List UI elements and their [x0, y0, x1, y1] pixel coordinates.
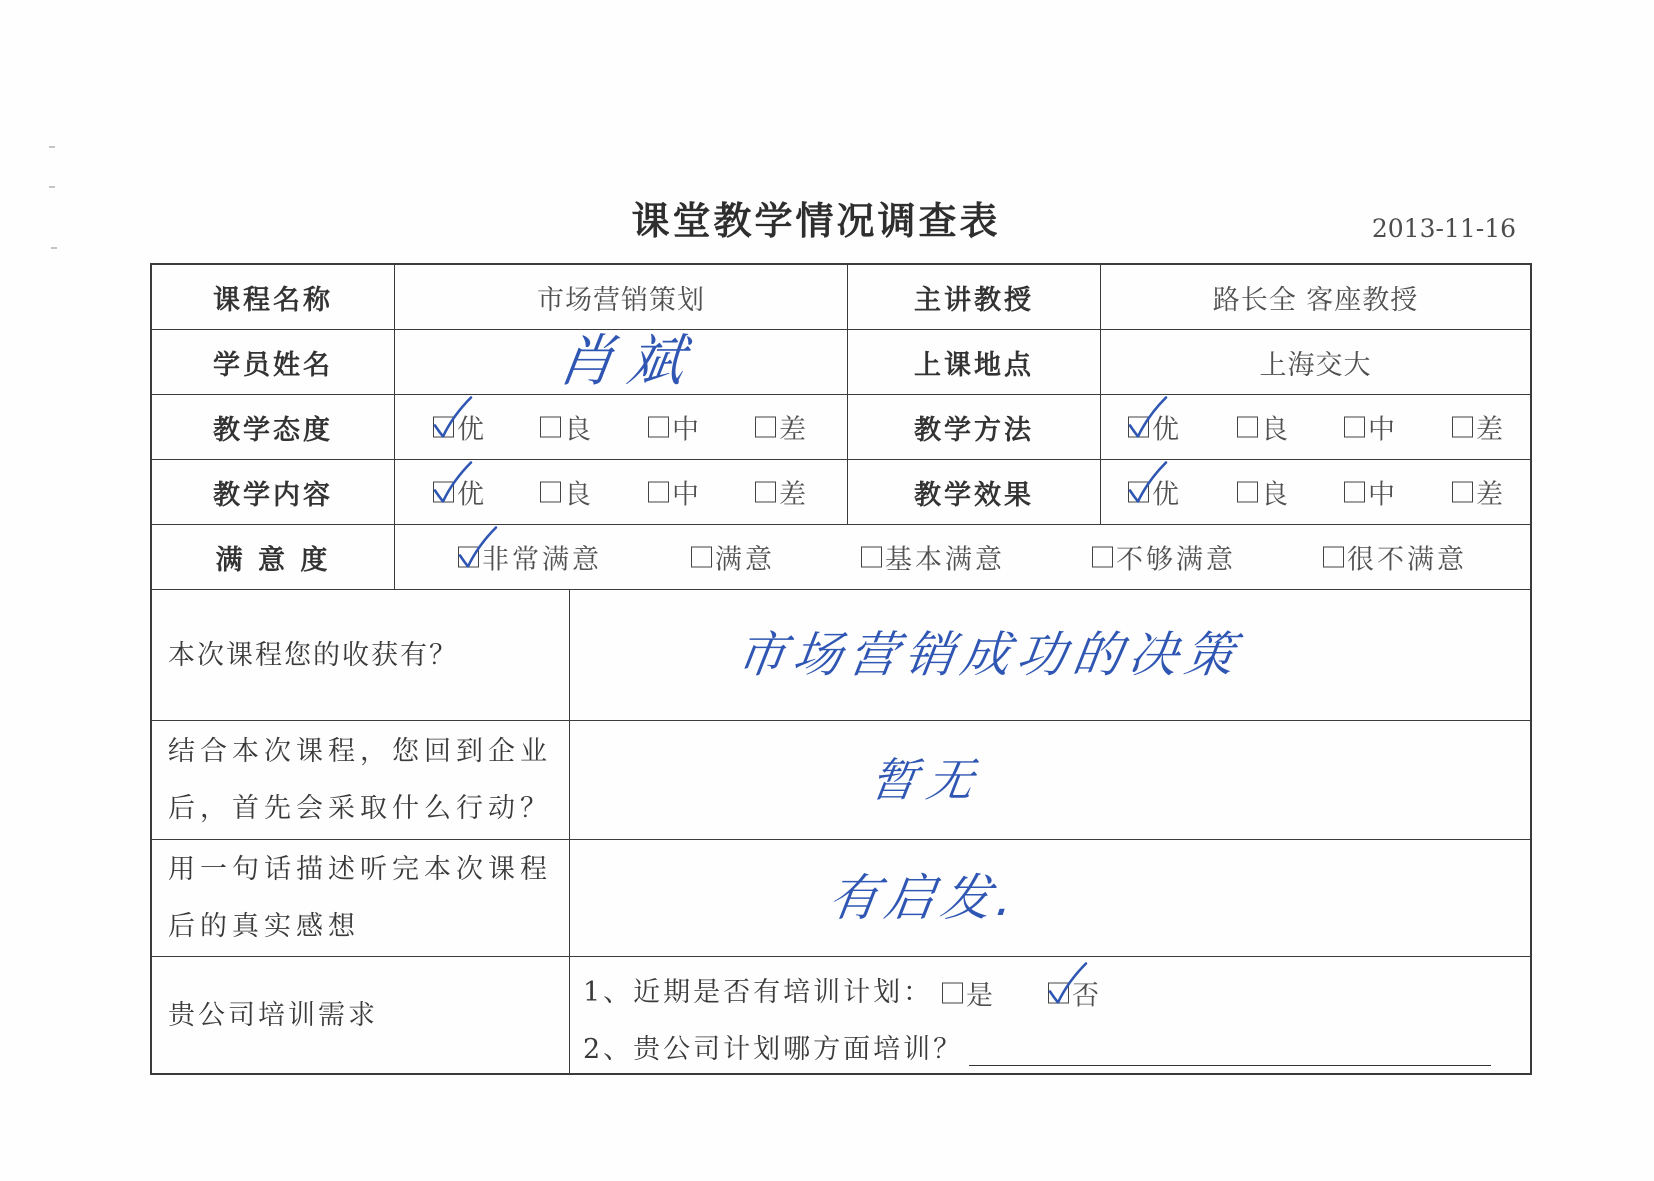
- teaching-effect-cell: [1101, 460, 1530, 524]
- student-name-label: 学员姓名: [152, 330, 395, 394]
- satisfaction-option-label: 很不满意: [1347, 544, 1467, 576]
- form-title: 课堂教学情况调查表: [631, 199, 1001, 243]
- checkbox: [1237, 482, 1258, 503]
- teaching-attitude-option: [755, 408, 809, 447]
- checkbox: [648, 417, 669, 438]
- feelings-answer-cell: [570, 840, 1530, 956]
- course-name-label: 课程名称: [152, 265, 395, 329]
- checkbox: [755, 482, 776, 503]
- training-plan-question-text: 1、近期是否有培训计划：: [583, 977, 934, 1008]
- teaching-method-option: [1452, 408, 1506, 447]
- student-row: [152, 330, 1530, 395]
- teaching-effect-options: [1101, 460, 1530, 524]
- student-name-cell: [395, 330, 848, 394]
- professor-label: 主讲教授: [848, 265, 1101, 329]
- teaching-content-option: [755, 473, 809, 512]
- training-plan-question: [570, 976, 1530, 1010]
- actions-prompt: [152, 721, 570, 839]
- teaching-attitude-option: [540, 408, 594, 447]
- training-area-question: [570, 1033, 1530, 1067]
- teaching-attitude-option: [433, 408, 487, 447]
- teaching-attitude-cell: [395, 395, 848, 459]
- teaching-attitude-option-label: 优: [457, 414, 487, 446]
- checkmark-icon: [1044, 962, 1090, 1006]
- gains-answer-handwritten: 市场营销成功的决策: [732, 626, 1246, 684]
- checkbox: [458, 547, 479, 568]
- teaching-content-option: [648, 473, 702, 512]
- feelings-row: [152, 840, 1530, 957]
- teaching-effect-option-label: 差: [1476, 479, 1506, 511]
- prompt-line: 本次课程您的收获有？: [168, 639, 458, 671]
- teaching-attitude-label: 教学态度: [152, 395, 395, 459]
- prompt-line: 用一句话描述听完本次课程: [168, 854, 552, 885]
- professor-value: 路长全 客座教授: [1212, 284, 1419, 316]
- teaching-attitude-option-label: 中: [672, 414, 702, 446]
- training-plan-option-label: 否: [1072, 980, 1102, 1012]
- satisfaction-label: 满 意 度: [152, 525, 395, 589]
- checkbox: [1237, 417, 1258, 438]
- checkbox: [433, 482, 454, 503]
- satisfaction-option: [691, 538, 775, 577]
- course-name-value: 市场营销策划: [395, 265, 848, 329]
- teaching-content-option-label: 良: [564, 479, 594, 511]
- teaching-method-option: [1237, 408, 1291, 447]
- actions-row: [152, 721, 1530, 840]
- checkbox: [691, 547, 712, 568]
- gains-prompt: [152, 590, 570, 720]
- location-label: 上课地点: [848, 330, 1101, 394]
- checkbox: [540, 482, 561, 503]
- teaching-content-option: [540, 473, 594, 512]
- teaching-content-option-label: 差: [779, 479, 809, 511]
- location-value: 上海交大: [1259, 349, 1372, 381]
- gains-row: [152, 590, 1530, 721]
- checkmark-icon: [429, 461, 475, 505]
- teaching-content-options: [395, 460, 847, 524]
- teaching-content-cell: [395, 460, 848, 524]
- rating-row: [152, 460, 1530, 525]
- teaching-effect-option: [1128, 473, 1182, 512]
- teaching-method-option: [1128, 408, 1182, 447]
- teaching-attitude-option-label: 良: [564, 414, 594, 446]
- feelings-prompt: [152, 840, 570, 956]
- satisfaction-row: [152, 525, 1530, 590]
- checkbox: [755, 417, 776, 438]
- checkbox: [1344, 482, 1365, 503]
- teaching-effect-option-label: 良: [1261, 479, 1291, 511]
- teaching-attitude-options: [395, 395, 847, 459]
- training-needs-row: [152, 957, 1530, 1073]
- scan-speck: [49, 186, 55, 188]
- checkbox: [942, 983, 963, 1004]
- satisfaction-option: [1092, 538, 1236, 577]
- training-plan-options: [570, 976, 1530, 1010]
- training-needs-cell: [570, 957, 1530, 1073]
- checkbox: [1344, 417, 1365, 438]
- teaching-effect-option: [1452, 473, 1506, 512]
- prompt-line: 后，首先会采取什么行动？: [168, 793, 552, 824]
- teaching-method-option: [1344, 408, 1398, 447]
- teaching-effect-option-label: 中: [1368, 479, 1398, 511]
- training-area-answer-line: [969, 1065, 1491, 1066]
- form-date: 2013-11-16: [1371, 214, 1516, 243]
- checkbox: [1092, 547, 1113, 568]
- rating-row: [152, 395, 1530, 460]
- training-plan-option: [942, 974, 996, 1013]
- teaching-attitude-option: [648, 408, 702, 447]
- checkmark-icon: [454, 526, 500, 570]
- checkmark-icon: [429, 396, 475, 440]
- teaching-method-option-label: 中: [1368, 414, 1398, 446]
- scan-speck: [51, 247, 57, 249]
- actions-answer-handwritten: 暂无: [867, 753, 987, 807]
- teaching-content-option: [433, 473, 487, 512]
- student-name-handwritten: 肖斌: [553, 329, 703, 394]
- satisfaction-option-label: 不够满意: [1116, 544, 1236, 576]
- teaching-effect-option-label: 优: [1152, 479, 1182, 511]
- checkbox: [1452, 417, 1473, 438]
- checkbox: [1128, 417, 1149, 438]
- satisfaction-option: [861, 538, 1005, 577]
- teaching-effect-option: [1237, 473, 1291, 512]
- course-row: [152, 265, 1530, 330]
- teaching-effect-option: [1344, 473, 1398, 512]
- satisfaction-option: [1323, 538, 1467, 577]
- checkbox: [1323, 547, 1344, 568]
- teaching-method-option-label: 良: [1261, 414, 1291, 446]
- checkbox: [433, 417, 454, 438]
- training-needs-label-cell: [152, 957, 570, 1073]
- checkbox: [1128, 482, 1149, 503]
- checkbox: [1452, 482, 1473, 503]
- satisfaction-option: [458, 538, 602, 577]
- training-needs-label: 贵公司培训需求: [168, 999, 378, 1031]
- actions-answer-cell: [570, 721, 1530, 839]
- checkbox: [648, 482, 669, 503]
- satisfaction-option-label: 非常满意: [482, 544, 602, 576]
- teaching-content-label: 教学内容: [152, 460, 395, 524]
- satisfaction-cell: [395, 525, 1530, 589]
- gains-answer-cell: [570, 590, 1530, 720]
- prompt-line: 结合本次课程，您回到企业: [168, 736, 552, 767]
- teaching-content-option-label: 优: [457, 479, 487, 511]
- survey-table: [150, 263, 1532, 1075]
- training-plan-option: [1048, 974, 1102, 1013]
- teaching-method-option-label: 差: [1476, 414, 1506, 446]
- checkbox: [540, 417, 561, 438]
- checkmark-icon: [1124, 461, 1170, 505]
- teaching-method-option-label: 优: [1152, 414, 1182, 446]
- training-area-question-text: 2、贵公司计划哪方面培训？: [583, 1034, 964, 1065]
- teaching-attitude-option-label: 差: [779, 414, 809, 446]
- checkbox: [861, 547, 882, 568]
- prompt-line: 后的真实感想: [168, 911, 360, 942]
- feelings-answer-handwritten: 有启发.: [824, 869, 1023, 927]
- satisfaction-option-label: 满意: [715, 544, 775, 576]
- satisfaction-options: [395, 525, 1530, 589]
- teaching-effect-label: 教学效果: [848, 460, 1101, 524]
- satisfaction-option-label: 基本满意: [885, 544, 1005, 576]
- teaching-method-options: [1101, 395, 1530, 459]
- teaching-method-label: 教学方法: [848, 395, 1101, 459]
- checkbox: [1048, 983, 1069, 1004]
- teaching-content-option-label: 中: [672, 479, 702, 511]
- scan-speck: [49, 146, 55, 148]
- teaching-method-cell: [1101, 395, 1530, 459]
- checkmark-icon: [1124, 396, 1170, 440]
- training-plan-option-label: 是: [966, 980, 996, 1012]
